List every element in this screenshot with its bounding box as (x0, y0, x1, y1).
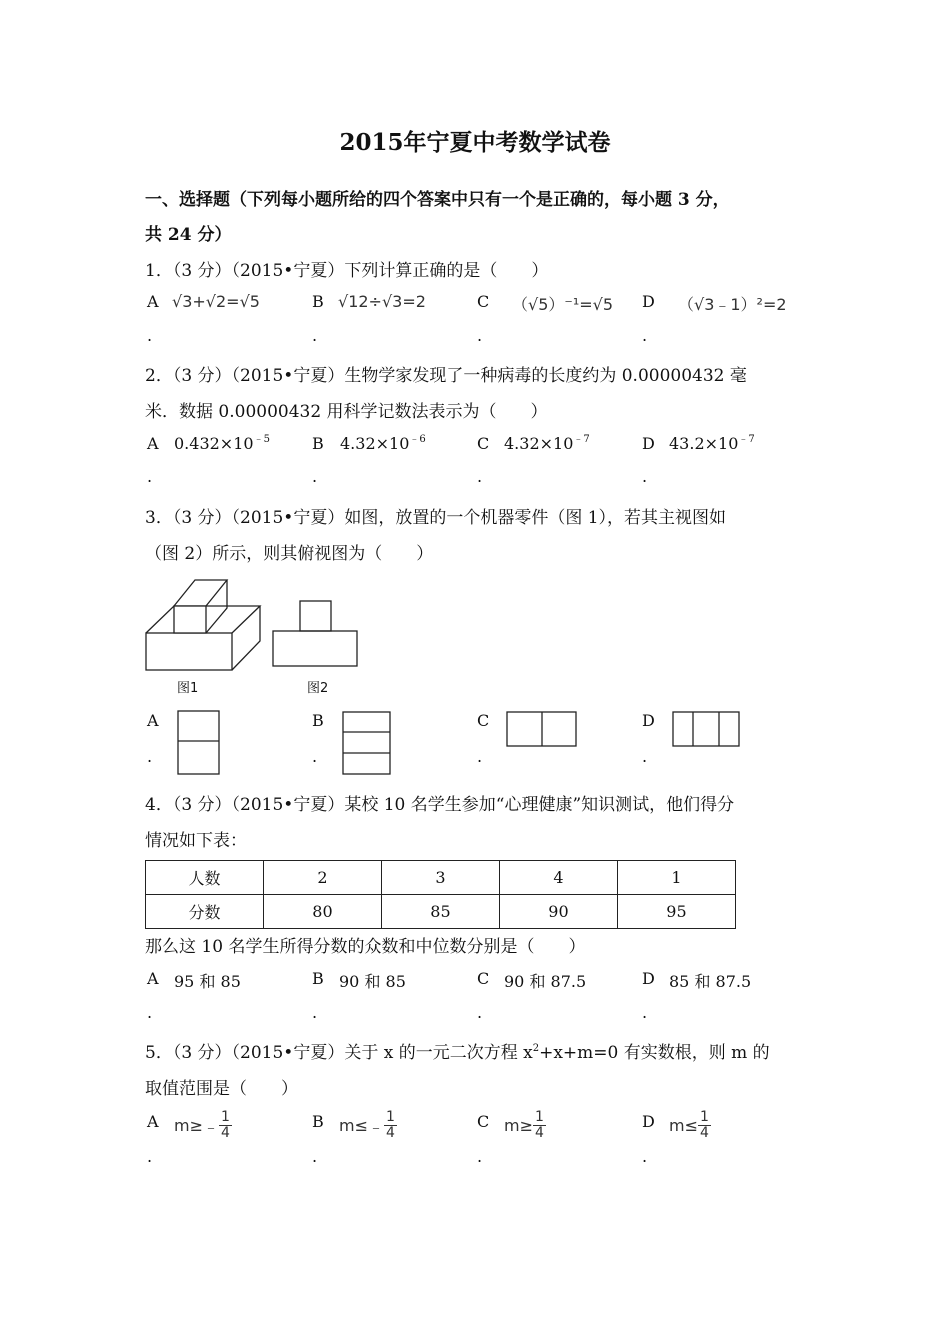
page-title: 2015年宁夏中考数学试卷 (339, 129, 611, 156)
q3-dot-a: . (147, 747, 153, 766)
q2-stem-line2: 米．数据 0.00000432 用科学记数法表示为（ ） (145, 402, 548, 422)
q3-stem-line2: （图 2）所示，则其俯视图为（ ） (145, 544, 434, 564)
q3-option-d-letter: D (642, 711, 655, 730)
q1-dot-d: . (642, 326, 648, 345)
q4-dot-a: . (147, 1003, 153, 1022)
q3-option-b-figure (341, 710, 392, 776)
q2-dot-b: . (312, 467, 318, 486)
table-cell: 80 (263, 895, 381, 929)
table-cell: 2 (263, 861, 381, 895)
q3-dot-d: . (642, 747, 648, 766)
q5-option-a-text: m≥﹣ $\frac{1}{4}$ (174, 1109, 230, 1141)
q2-option-a-letter: A (147, 434, 159, 453)
q2-option-b-letter: B (312, 434, 324, 453)
q1-option-d-text: （√3﹣1）²=2 (678, 295, 787, 314)
q2-option-d-letter: D (642, 434, 655, 453)
q1-option-c-text: （√5）⁻¹=√5 (512, 295, 614, 314)
q2-option-c-letter: C (477, 434, 490, 453)
q4-option-c-text: 90 和 87.5 (504, 972, 587, 991)
q4-dot-b: . (312, 1003, 318, 1022)
q4-option-d-text: 85 和 87.5 (669, 972, 752, 991)
q5-option-d-letter: D (642, 1112, 655, 1131)
figure-1-machine-part (140, 575, 270, 675)
q4-option-a-text: 95 和 85 (174, 972, 241, 991)
q1-option-c-letter: C (477, 292, 490, 311)
q5-option-a-letter: A (147, 1112, 159, 1131)
q1-option-b-letter: B (312, 292, 324, 311)
q5-stem-line2: 取值范围是（ ） (145, 1079, 298, 1099)
q1-dot-c: . (477, 326, 483, 345)
q3-option-a-letter: A (147, 711, 159, 730)
figure-2-caption: 图2 (307, 681, 329, 696)
table-cell: 4 (499, 861, 617, 895)
table-cell: 1 (617, 861, 735, 895)
q4-stem-line1: 4．（3 分）（2015•宁夏）某校 10 名学生参加“心理健康”知识测试，他们得分 (145, 795, 735, 815)
q1-dot-a: . (147, 326, 153, 345)
q2-option-c-text: $4.32\times 10^{﹣7}$ (504, 434, 590, 453)
section-heading-line2: 共 24 分） (145, 225, 232, 245)
q4-dot-d: . (642, 1003, 648, 1022)
q3-option-c-figure (505, 710, 578, 748)
q4-option-c-letter: C (477, 969, 490, 988)
q1-option-a-letter: A (147, 292, 159, 311)
q4-option-a-letter: A (147, 969, 159, 988)
q2-option-a-text: $0.432\times 10^{﹣5}$ (174, 434, 270, 453)
table-cell: 85 (381, 895, 499, 929)
q3-option-d-figure (671, 710, 741, 748)
table-header-cell: 人数 (146, 861, 264, 895)
q1-stem: 1．（3 分）（2015•宁夏）下列计算正确的是（ ） (145, 261, 549, 281)
q2-dot-a: . (147, 467, 153, 486)
q5-dot-c: . (477, 1147, 483, 1166)
table-row (146, 895, 736, 929)
figure-1-caption: 图1 (177, 681, 199, 696)
q2-dot-c: . (477, 467, 483, 486)
q5-option-c-text: m≥ $\frac{1}{4}$ (504, 1109, 544, 1141)
table-cell: 90 (499, 895, 617, 929)
q4-option-d-letter: D (642, 969, 655, 988)
q4-score-table (145, 860, 736, 929)
q2-stem-line1: 2．（3 分）（2015•宁夏）生物学家发现了一种病毒的长度约为 0.00000432 毫 (145, 366, 747, 386)
q5-dot-b: . (312, 1147, 318, 1166)
q1-option-a-text: √3+√2=√5 (172, 292, 260, 311)
table-row (146, 861, 736, 895)
q3-option-a-figure (176, 709, 221, 776)
q4-option-b-letter: B (312, 969, 324, 988)
table-header-cell: 分数 (146, 895, 264, 929)
q5-option-b-letter: B (312, 1112, 324, 1131)
q4-followup: 那么这 10 名学生所得分数的众数和中位数分别是（ ） (145, 937, 586, 957)
q5-option-c-letter: C (477, 1112, 490, 1131)
q5-dot-d: . (642, 1147, 648, 1166)
q5-stem-line1: 5．（3 分）（2015•宁夏）关于 x 的一元二次方程 $x^2+x+m=0$ 有实数根，则 m 的 (145, 1043, 770, 1063)
section-heading-line1: 一、选择题（下列每小题所给的四个答案中只有一个是正确的，每小题 3 分， (145, 190, 730, 210)
q3-dot-c: . (477, 747, 483, 766)
q4-stem-line2: 情况如下表： (145, 831, 247, 851)
q4-dot-c: . (477, 1003, 483, 1022)
q3-option-b-letter: B (312, 711, 324, 730)
figure-2-front-view (270, 598, 360, 670)
q3-dot-b: . (312, 747, 318, 766)
table-cell: 95 (617, 895, 735, 929)
q5-option-b-text: m≤﹣ $\frac{1}{4}$ (339, 1109, 395, 1141)
q4-option-b-text: 90 和 85 (339, 972, 406, 991)
q3-option-c-letter: C (477, 711, 490, 730)
q1-dot-b: . (312, 326, 318, 345)
q1-option-b-text: √12÷√3=2 (338, 292, 426, 311)
q5-dot-a: . (147, 1147, 153, 1166)
q1-option-d-letter: D (642, 292, 655, 311)
q3-stem-line1: 3．（3 分）（2015•宁夏）如图，放置的一个机器零件（图 1），若其主视图如 (145, 508, 727, 528)
q5-option-d-text: m≤ $\frac{1}{4}$ (669, 1109, 709, 1141)
table-cell: 3 (381, 861, 499, 895)
q2-dot-d: . (642, 467, 648, 486)
q2-option-d-text: $43.2\times 10^{﹣7}$ (669, 434, 755, 453)
q2-option-b-text: $4.32\times 10^{﹣6}$ (340, 434, 426, 453)
